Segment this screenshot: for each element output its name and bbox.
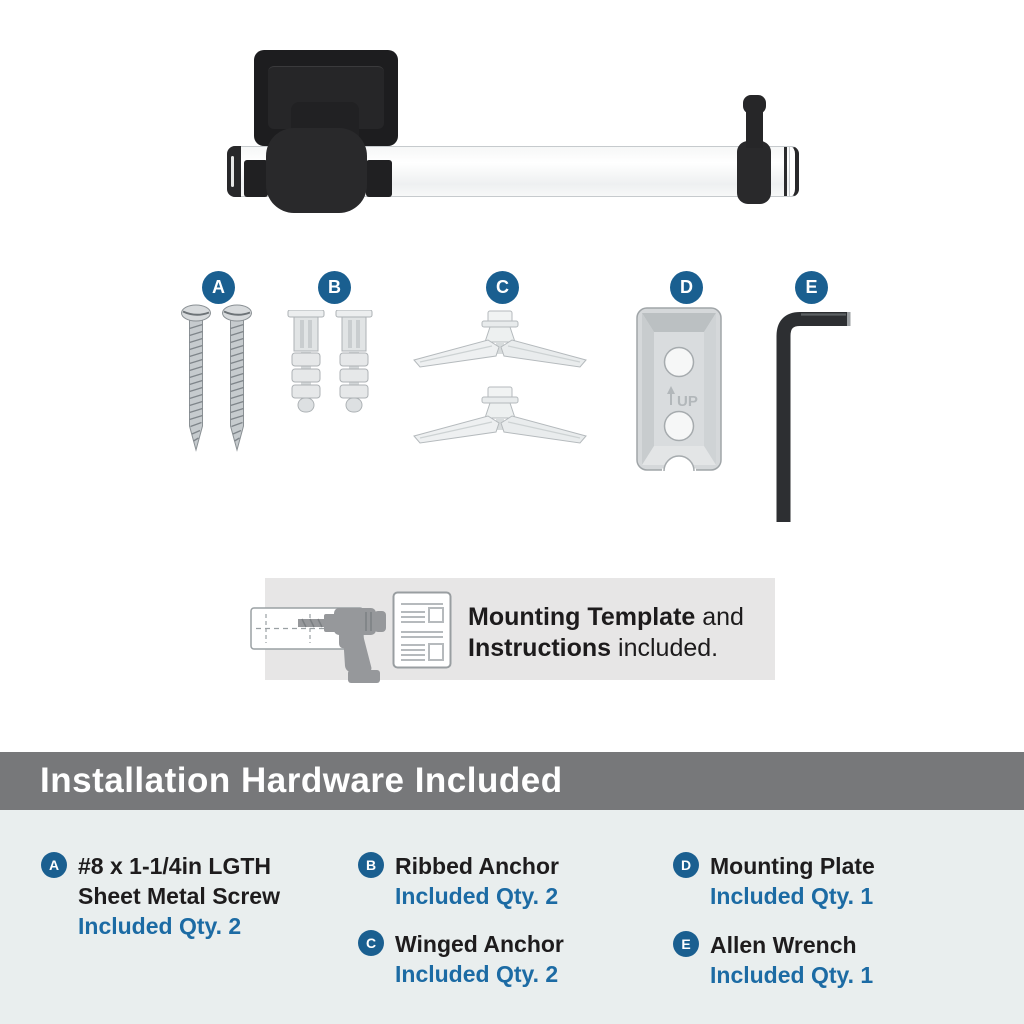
legend-entry-d-line1: Mounting Plate: [710, 853, 875, 879]
legend-entry-b: [358, 851, 559, 911]
legend-title: Installation Hardware Included: [40, 761, 563, 800]
product-clamp-right: [366, 160, 392, 197]
legend-entry-c-text: [395, 929, 564, 989]
plate-up-marking: UP: [677, 393, 698, 410]
legend-header-bar: [0, 752, 1024, 810]
part-badge-c: C: [486, 271, 519, 304]
template-note: [468, 602, 744, 664]
product-bar-endcap-right: [789, 146, 799, 197]
legend-entry-a: [41, 851, 280, 941]
legend-entry-c-qty: Included Qty. 2: [395, 961, 559, 987]
legend-entry-a-line2: Sheet Metal Screw: [78, 883, 280, 909]
legend-badge-a: A: [41, 852, 67, 878]
product-clamp-left: [244, 160, 268, 197]
legend-entry-e: [673, 930, 873, 990]
legend-badge-b: B: [358, 852, 384, 878]
legend-entry-d-text: [710, 851, 875, 911]
legend-entry-b-line1: Ribbed Anchor: [395, 853, 559, 879]
legend-entry-e-text: [710, 930, 873, 990]
legend-entry-e-qty: Included Qty. 1: [710, 962, 874, 988]
template-note-line1-bold: Mounting Template: [468, 603, 696, 631]
winged-anchors-icon: [412, 306, 592, 454]
legend-entry-b-qty: Included Qty. 2: [395, 883, 559, 909]
legend-entry-b-text: [395, 851, 559, 911]
product-bar-seam: [784, 147, 787, 196]
legend-badge-c: C: [358, 930, 384, 956]
part-badge-a: A: [202, 271, 235, 304]
legend-entry-a-qty: Included Qty. 2: [78, 913, 242, 939]
part-badge-e: E: [795, 271, 828, 304]
legend-entry-c: [358, 929, 564, 989]
legend-entry-a-text: [78, 851, 280, 941]
template-note-line1-rest: and: [695, 603, 744, 631]
product-collar: [266, 128, 367, 213]
drill-icon: [296, 590, 390, 684]
legend-entry-d: [673, 851, 875, 911]
template-note-line2-rest: included.: [611, 634, 719, 662]
instructions-document-icon: [392, 591, 452, 669]
legend-badge-e: E: [673, 931, 699, 957]
legend-entry-e-line1: Allen Wrench: [710, 932, 857, 958]
template-note-line2-bold: Instructions: [468, 634, 612, 662]
product-bar-endcap-stripe: [231, 156, 234, 187]
template-note-line2: [468, 633, 744, 664]
allen-wrench-icon: [770, 306, 858, 526]
legend-entry-d-qty: Included Qty. 1: [710, 883, 874, 909]
legend-badge-d: D: [673, 852, 699, 878]
template-note-line1: [468, 602, 744, 633]
product-end-ring: [737, 141, 771, 204]
product-end-post-cap: [743, 95, 766, 114]
product-bar-endcap-left: [227, 146, 241, 197]
part-badge-b: B: [318, 271, 351, 304]
part-badge-d: D: [670, 271, 703, 304]
ribbed-anchors-icon: [284, 310, 376, 414]
sheet-metal-screws-icon: [178, 304, 290, 456]
legend-entry-a-line1: #8 x 1-1/4in LGTH: [78, 853, 272, 879]
mounting-plate-icon: [635, 306, 725, 476]
legend-entry-c-line1: Winged Anchor: [395, 931, 564, 957]
